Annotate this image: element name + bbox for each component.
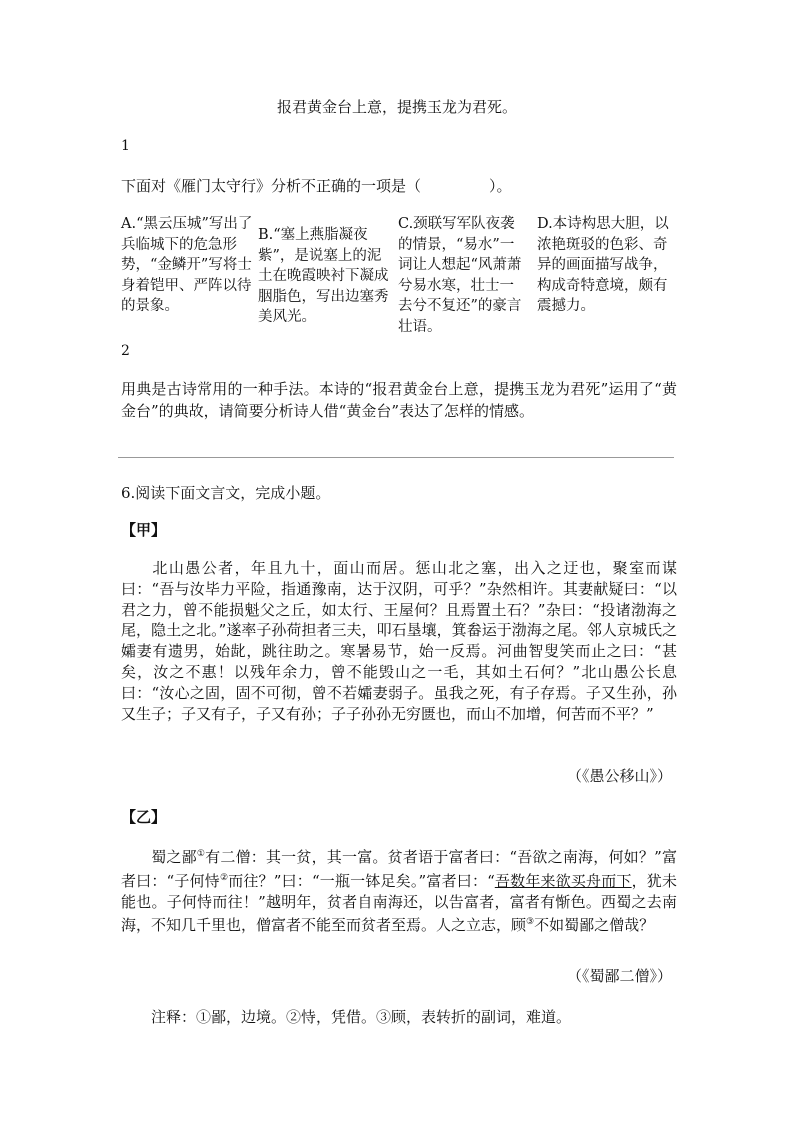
option-d[interactable]: D.本诗构思大胆，以浓艳斑驳的色彩、奇异的画面描写战争，构成奇特意境，颇有震撼力。 xyxy=(537,216,669,314)
question-1-prompt-end: ）。 xyxy=(489,177,512,195)
passage-jia-text: 北山愚公者，年且九十，面山而居。惩山北之塞，出入之迂也，聚室而谋曰：“吾与汝毕力平险，指通豫南，达于汉阴，可乎？”杂然相许。其妻献疑曰：“以君之力，曾不能损魁父之丘，如太行、王屋何？且焉置土石？”杂曰：“投诸渤海之尾，隐土之北。”遂率子孙荷担者三夫，叩石垦壤，箕畚运于渤海之尾。邻人京城氏之孀妻有遗男，始龀，跳往助之。寒暑易节，始一反焉。河曲智叟笑而止之曰：“甚矣，汝之不惠！以残年余力，曾不能毁山之一毛，其如土石何？”北山愚公长息曰：“汝心之固，固不可彻，曾不若孀妻弱子。虽我之死，有子存焉。子又生孙，孙又生子；子又有子，子又有孙；子子孙孙无穷匮也，而山不加增，何苦而不平？” xyxy=(121,559,677,723)
option-b[interactable]: B.“塞上燕脂凝夜紫”，是说塞上的泥土在晚霞映衬下凝成胭脂色，写出边塞秀美风光。 xyxy=(258,227,389,325)
underlined-sentence: 吾数年来欲买舟而下 xyxy=(494,871,632,890)
question-1-prompt-text: 下面对《雁门太守行》分析不正确的一项是（ xyxy=(121,177,422,195)
footnote-marker-3: ③ xyxy=(526,917,535,928)
question-1-prompt xyxy=(121,175,512,196)
passage-yi xyxy=(121,844,677,936)
option-c[interactable]: C.颈联写军队夜袭的情景，“易水”一词让人想起“风萧萧兮易水寒，壮士一去兮不复还”的豪言壮语。 xyxy=(398,216,522,335)
passage-yi-text-4: ，犹未能也。子何恃而往！”越明年，贫者自南海还，以告富者，富者有惭色。西蜀之去南海，不知几千里也，僧富者不能至而贫者至焉。人之立志，顾 xyxy=(121,871,677,935)
passage-yi-text-2: 有二僧：其一贫，其一富。贫者语于富者曰：“吾欲之南海，何如？”富者曰：“子何恃 xyxy=(121,848,677,890)
passage-jia-label: 【甲】 xyxy=(121,521,167,539)
poem-line: 报君黄金台上意，提携玉龙为君死。 xyxy=(276,98,517,116)
question-number-2: 2 xyxy=(121,343,130,359)
passage-jia xyxy=(121,558,677,724)
option-a[interactable]: A.“黑云压城”写出了兵临城下的危急形势，“金鳞开”写将士身着铠甲、严阵以待的景象。 xyxy=(121,216,253,314)
question-number-1: 1 xyxy=(121,138,130,154)
passage-yi-text-5: 不如蜀鄙之僧哉？ xyxy=(534,916,655,935)
passage-yi-label: 【乙】 xyxy=(121,808,167,826)
passage-yi-text-1: 蜀之鄙 xyxy=(151,848,197,866)
question-6-heading: 6.阅读下面文言文，完成小题。 xyxy=(121,484,331,502)
footnote-marker-2: ② xyxy=(219,872,229,883)
annotation-notes: 注释：①鄙，边境。②恃，凭借。③顾，表转折的副词，难道。 xyxy=(151,1008,572,1026)
passage-yi-source: （《蜀鄙二僧》） xyxy=(566,967,672,985)
section-divider xyxy=(118,457,674,458)
footnote-marker-1: ① xyxy=(196,849,206,859)
passage-jia-source: （《愚公移山》） xyxy=(566,767,672,785)
passage-yi-text-3: 而往？”曰：“一瓶一钵足矣。”富者曰：“ xyxy=(228,871,495,890)
question-2-prompt: 用典是古诗常用的一种手法。本诗的“报君黄金台上意，提携玉龙为君死”运用了“黄金台”的典故，请简要分析诗人借“黄金台”表达了怎样的情感。 xyxy=(121,380,677,420)
